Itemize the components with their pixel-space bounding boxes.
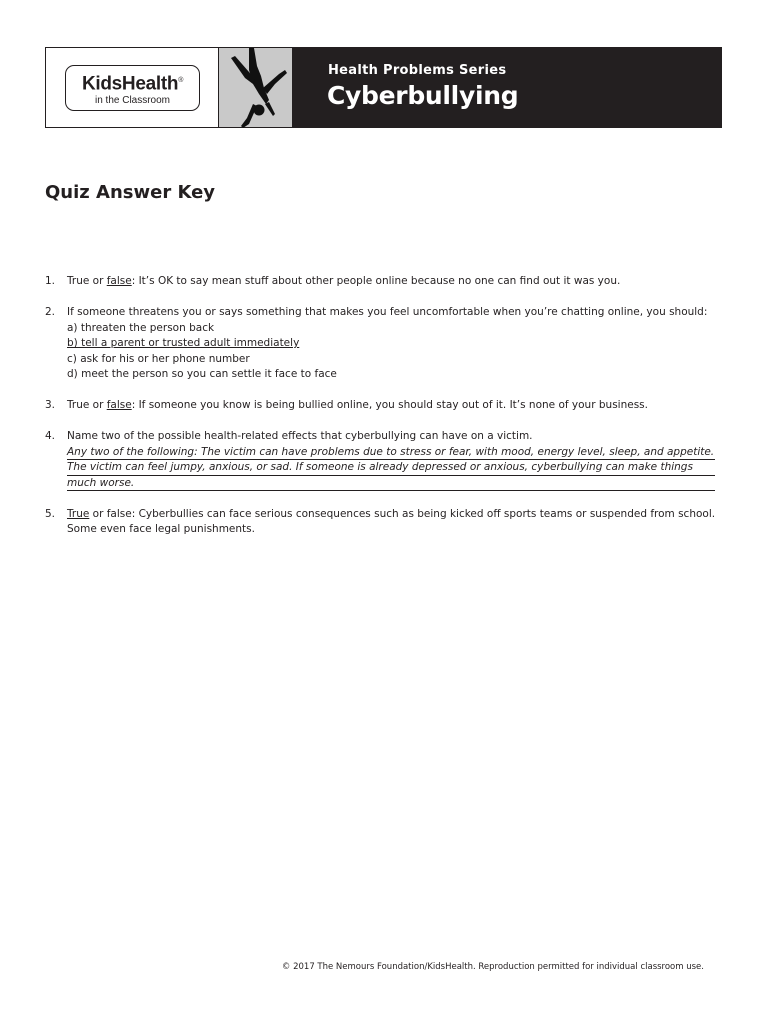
- question-text: True or false: Cyberbullies can face serious consequences such as being kicked off sports teams or suspended from school. Some even face legal punishments.: [67, 507, 716, 535]
- answer-line-2: The victim can feel jumpy, anxious, or sad. If someone is already depressed or anxious, cyberbullying can make things: [67, 460, 715, 476]
- title-panel: [292, 48, 721, 127]
- logo-registered-mark: ®: [178, 77, 184, 84]
- logo-panel: [46, 48, 219, 127]
- question-text: True or false: If someone you know is being bullied online, you should stay out of it. It’s none of your business.: [67, 399, 648, 411]
- header-banner: [45, 47, 722, 128]
- main-title: Cyberbullying: [327, 81, 519, 110]
- question-1: [45, 274, 725, 290]
- question-number: 2.: [45, 306, 56, 318]
- answer-line-1: Any two of the following: The victim can have problems due to stress or fear, with mood, energy level, sleep, and appetite.: [67, 445, 715, 461]
- answer-highlight: false: [106, 275, 132, 287]
- question-number: 4.: [45, 430, 56, 442]
- answer-highlight: True: [67, 507, 90, 520]
- logo-sub-text: in the Classroom: [94, 95, 171, 107]
- answer-line-3: much worse.: [67, 476, 715, 492]
- option-d: d) meet the person so you can settle it face to face: [67, 368, 337, 380]
- question-text: Name two of the possible health-related effects that cyberbullying can have on a victim. Any two of the following: The victim can have problems due to stress or fear, with mood, energy level, sleep, and appetite. The victim can feel jumpy, anxious, or sad. If someone is already depressed or anxious, cyberbullying can make things much worse.: [67, 429, 725, 491]
- cartwheel-figure-icon: [219, 48, 292, 129]
- question-list: [45, 274, 725, 553]
- question-5: [45, 507, 725, 538]
- kidshealth-logo: [65, 65, 200, 111]
- question-number: 1.: [45, 275, 56, 287]
- question-2: [45, 305, 725, 383]
- answer-highlight: false: [106, 399, 132, 411]
- series-label: Health Problems Series: [328, 63, 507, 78]
- question-number: 3.: [45, 399, 56, 411]
- option-b-answer: b) tell a parent or trusted adult immediately: [67, 337, 300, 349]
- question-text: If someone threatens you or says something that makes you feel uncomfortable when you’re chatting online, you should: a) threaten the person back b) tell a parent or trusted adult immediately c) ask for his or her phone number d) meet the person so you can settle it face to face: [67, 305, 725, 383]
- question-text: True or false: It’s OK to say mean stuff about other people online because no one can find out it was you.: [67, 275, 621, 287]
- option-c: c) ask for his or her phone number: [67, 352, 250, 365]
- figure-panel: [219, 48, 292, 127]
- question-3: [45, 398, 725, 414]
- logo-main-text: KidsHealth®: [81, 73, 184, 95]
- question-4: [45, 429, 725, 491]
- question-number: 5.: [45, 507, 56, 520]
- option-a: a) threaten the person back: [67, 321, 215, 334]
- page-title: Quiz Answer Key: [45, 182, 216, 203]
- copyright-footer: © 2017 The Nemours Foundation/KidsHealth. Reproduction permitted for individual classroom use.: [281, 962, 704, 972]
